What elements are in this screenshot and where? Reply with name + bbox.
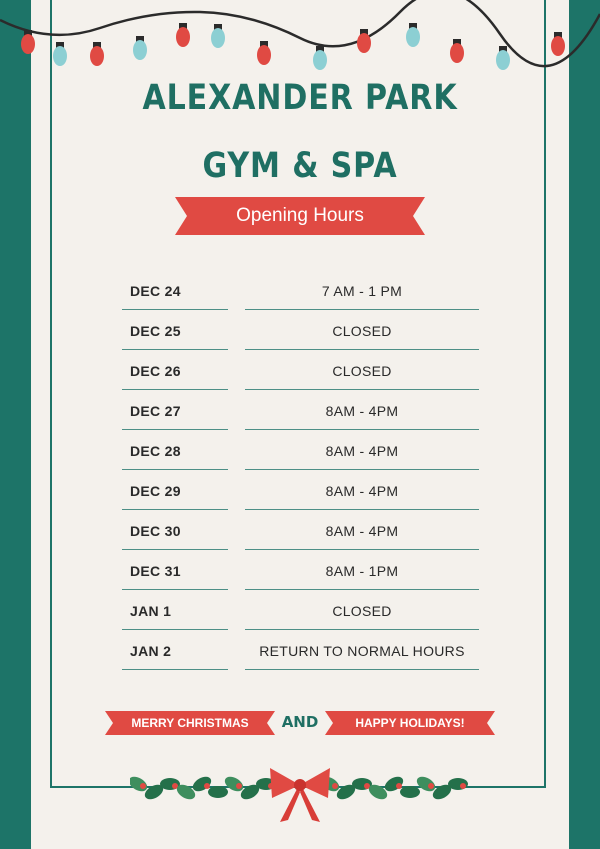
light-bulb <box>211 28 225 48</box>
page-title-line1: ALEXANDER PARK <box>142 78 458 118</box>
light-bulb <box>53 46 67 66</box>
and-label: AND <box>281 713 319 731</box>
hours-label: CLOSED <box>332 603 392 619</box>
day-divider <box>122 669 228 670</box>
light-bulb <box>176 27 190 47</box>
holly-berry <box>428 783 434 789</box>
light-bulb <box>21 34 35 54</box>
happy-holidays-label: HAPPY HOLIDAYS! <box>355 716 465 730</box>
string-lights-icon <box>0 0 600 80</box>
light-bulb <box>551 36 565 56</box>
schedule-row <box>0 510 600 550</box>
day-label: DEC 26 <box>130 363 181 379</box>
merry-christmas-ribbon <box>105 711 275 735</box>
holly-berry <box>460 783 466 789</box>
hours-label: 8AM - 4PM <box>325 403 399 419</box>
day-label: DEC 30 <box>130 523 181 539</box>
holly-leaf <box>400 786 420 798</box>
light-bulb <box>406 27 420 47</box>
schedule-row <box>0 270 600 310</box>
holly-berry <box>236 783 242 789</box>
schedule-row <box>0 430 600 470</box>
day-label: JAN 1 <box>130 603 172 619</box>
holly-berry <box>396 783 402 789</box>
light-bulb <box>450 43 464 63</box>
happy-holidays-ribbon <box>325 711 495 735</box>
light-bulb <box>313 50 327 70</box>
opening-hours-banner <box>175 197 425 235</box>
light-bulb <box>257 45 271 65</box>
schedule-row <box>0 630 600 670</box>
day-label: DEC 25 <box>130 323 181 339</box>
schedule-table <box>0 270 600 670</box>
day-label: JAN 2 <box>130 643 172 659</box>
day-label: DEC 28 <box>130 443 181 459</box>
bow-icon <box>270 768 330 822</box>
hours-label: 8AM - 4PM <box>325 483 399 499</box>
holly-berry <box>140 783 146 789</box>
hours-label: 7 AM - 1 PM <box>321 283 403 299</box>
hours-label: 8AM - 4PM <box>325 443 399 459</box>
schedule-row <box>0 470 600 510</box>
page-title-line2: GYM & SPA <box>202 146 398 186</box>
light-bulb <box>496 50 510 70</box>
schedule-row <box>0 350 600 390</box>
hours-divider <box>245 669 479 670</box>
banner-label: Opening Hours <box>236 205 364 226</box>
schedule-row <box>0 310 600 350</box>
day-label: DEC 24 <box>130 283 181 299</box>
holly-garland-icon <box>130 760 470 830</box>
hours-label: 8AM - 4PM <box>325 523 399 539</box>
light-bulb <box>90 46 104 66</box>
day-label: DEC 27 <box>130 403 181 419</box>
hours-label: CLOSED <box>332 323 392 339</box>
hours-label: RETURN TO NORMAL HOURS <box>259 643 465 659</box>
hours-label: CLOSED <box>332 363 392 379</box>
light-bulb <box>133 40 147 60</box>
schedule-row <box>0 390 600 430</box>
day-label: DEC 29 <box>130 483 181 499</box>
hours-label: 8AM - 1PM <box>325 563 399 579</box>
day-label: DEC 31 <box>130 563 181 579</box>
holly-berry <box>332 783 338 789</box>
schedule-row <box>0 590 600 630</box>
schedule-row <box>0 550 600 590</box>
holly-leaf <box>208 786 228 798</box>
holly-berry <box>204 783 210 789</box>
light-bulb <box>357 33 371 53</box>
merry-christmas-label: MERRY CHRISTMAS <box>131 716 249 730</box>
